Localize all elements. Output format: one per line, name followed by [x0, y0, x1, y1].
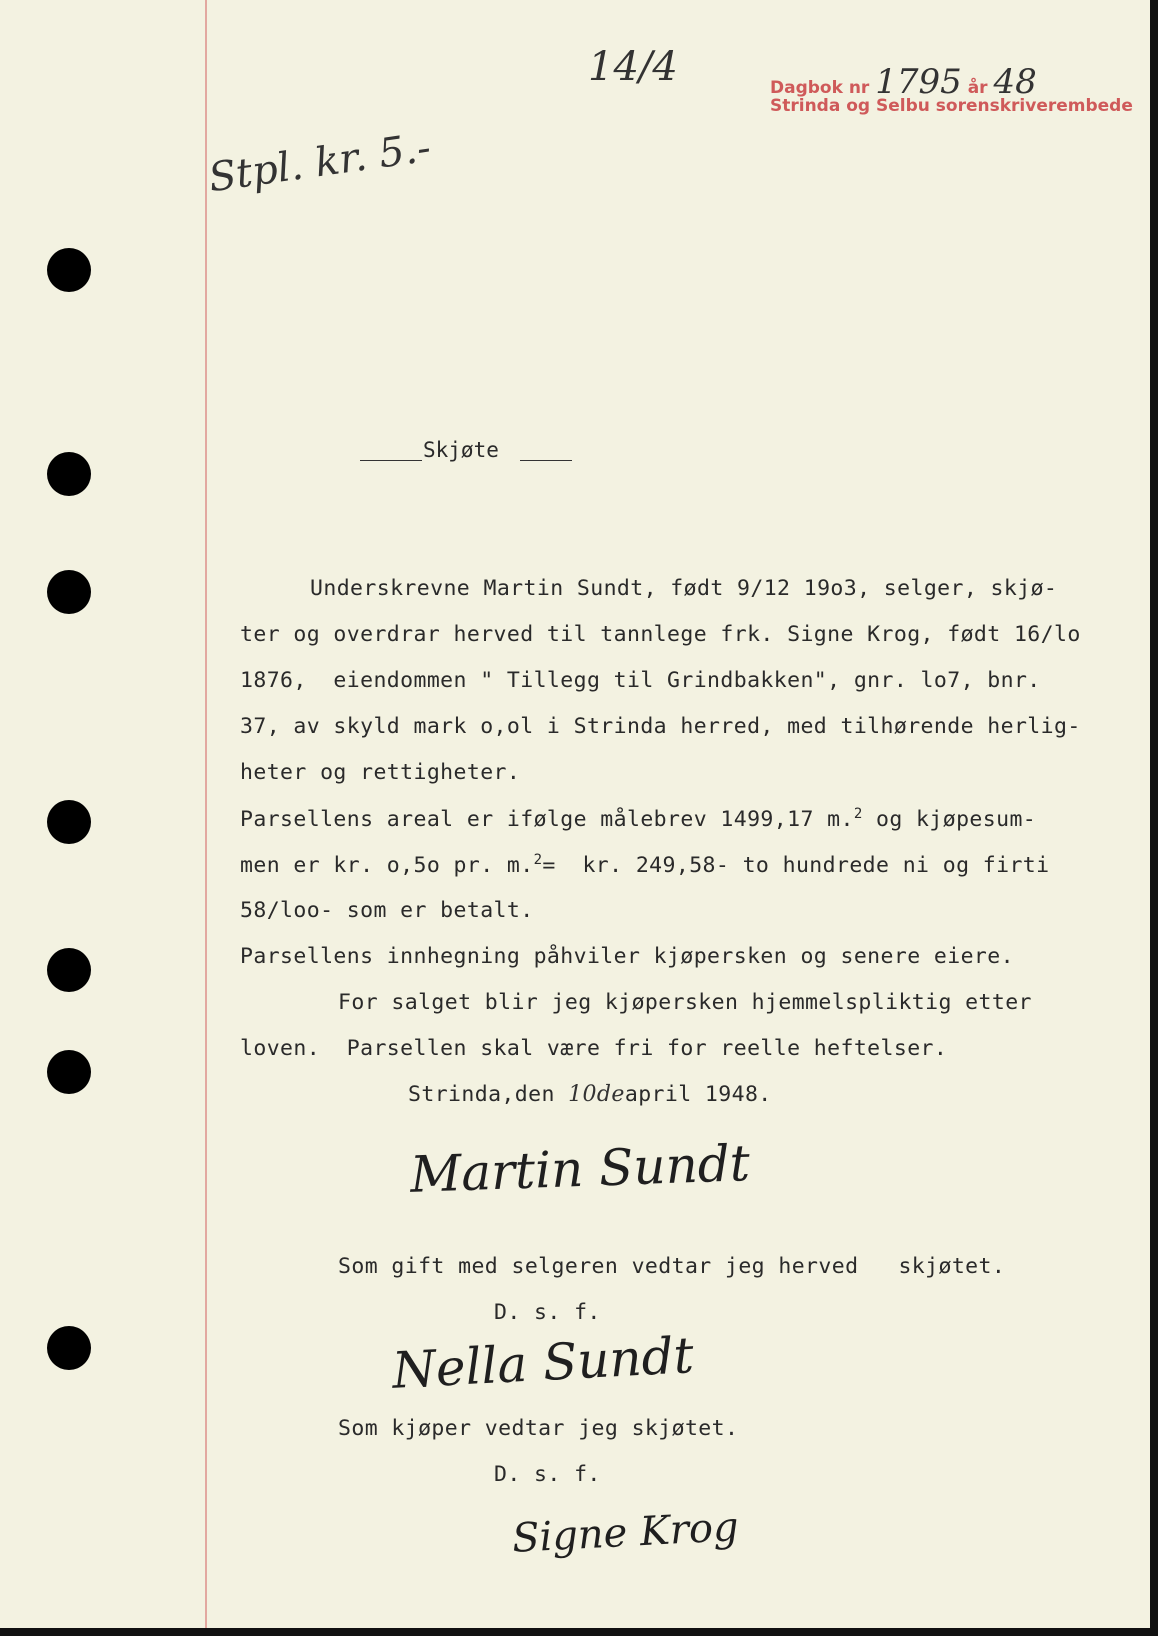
place: Strinda,den: [408, 1082, 569, 1107]
body-line-8: 58/loo- som er betalt.: [240, 898, 534, 923]
body-line-7-tail: = kr. 249,58- to hundrede ni og firti: [542, 853, 1050, 879]
registration-date-note: 14/4: [588, 44, 678, 90]
body-line-4: 37, av skyld mark o,ol i Strinda herred, med tilhørende herlig-: [240, 714, 1081, 739]
body-line-6: [240, 806, 1036, 832]
stamp-year: 48: [993, 62, 1037, 102]
punch-hole-icon: [47, 1050, 91, 1094]
punch-hole-icon: [47, 248, 91, 292]
body-line-5: heter og rettigheter.: [240, 760, 521, 785]
body-line-1: Underskrevne Martin Sundt, født 9/12 19o3, selger, skjø-: [310, 576, 1058, 601]
registry-stamp-line2: Strinda og Selbu sorenskriverembede: [770, 96, 1133, 116]
body-line-11: loven. Parsellen skal være fri for reelle heftelser.: [240, 1036, 948, 1061]
dsf-2: D. s. f.: [494, 1462, 601, 1487]
dsf-1: D. s. f.: [494, 1300, 601, 1325]
stamp-number: 1795: [875, 62, 962, 102]
place-date: [408, 1082, 772, 1107]
body-line-7: [240, 852, 1050, 878]
punch-hole-icon: [47, 1326, 91, 1370]
title-rule-left: [360, 460, 422, 461]
body-line-9: Parsellens innhegning påhviler kjøpersken og senere eiere.: [240, 944, 1014, 969]
punch-hole-icon: [47, 800, 91, 844]
spouse-signature: Nella Sundt: [390, 1326, 696, 1400]
punch-hole-icon: [47, 948, 91, 992]
body-line-7-text: men er kr. o,5o pr. m.: [240, 853, 534, 879]
body-line-6-text: Parsellens areal er ifølge målebrev 1499,17 m.: [240, 807, 854, 833]
title-rule-right: [520, 460, 572, 461]
body-line-3: 1876, eiendommen " Tillegg til Grindbakken", gnr. lo7, bnr.: [240, 668, 1041, 693]
body-line-10: For salget blir jeg kjøpersken hjemmelspliktig etter: [338, 990, 1032, 1015]
punch-hole-icon: [47, 452, 91, 496]
body-line-2: ter og overdrar herved til tannlege frk. Signe Krog, født 16/lo: [240, 622, 1081, 647]
stamp-prefix: Dagbok nr: [770, 78, 870, 98]
document-title: Skjøte: [423, 438, 499, 462]
buyer-signature: Signe Krog: [510, 1504, 740, 1562]
seller-signature: Martin Sundt: [409, 1134, 751, 1204]
date-rest: april 1948.: [624, 1082, 772, 1107]
spouse-consent: Som gift med selgeren vedtar jeg herved skjøtet.: [338, 1254, 1006, 1279]
stamp-duty-note: Stpl. kr. 5.-: [205, 124, 434, 202]
superscript-2: 2: [533, 852, 543, 868]
punch-hole-icon: [47, 570, 91, 614]
margin-line: [205, 0, 207, 1628]
buyer-consent: Som kjøper vedtar jeg skjøtet.: [338, 1416, 739, 1441]
superscript-1: 2: [853, 806, 863, 822]
stamp-mid: år: [967, 78, 988, 98]
date-day: 10de: [568, 1082, 625, 1107]
body-line-6-tail: og kjøpesum-: [862, 807, 1037, 833]
